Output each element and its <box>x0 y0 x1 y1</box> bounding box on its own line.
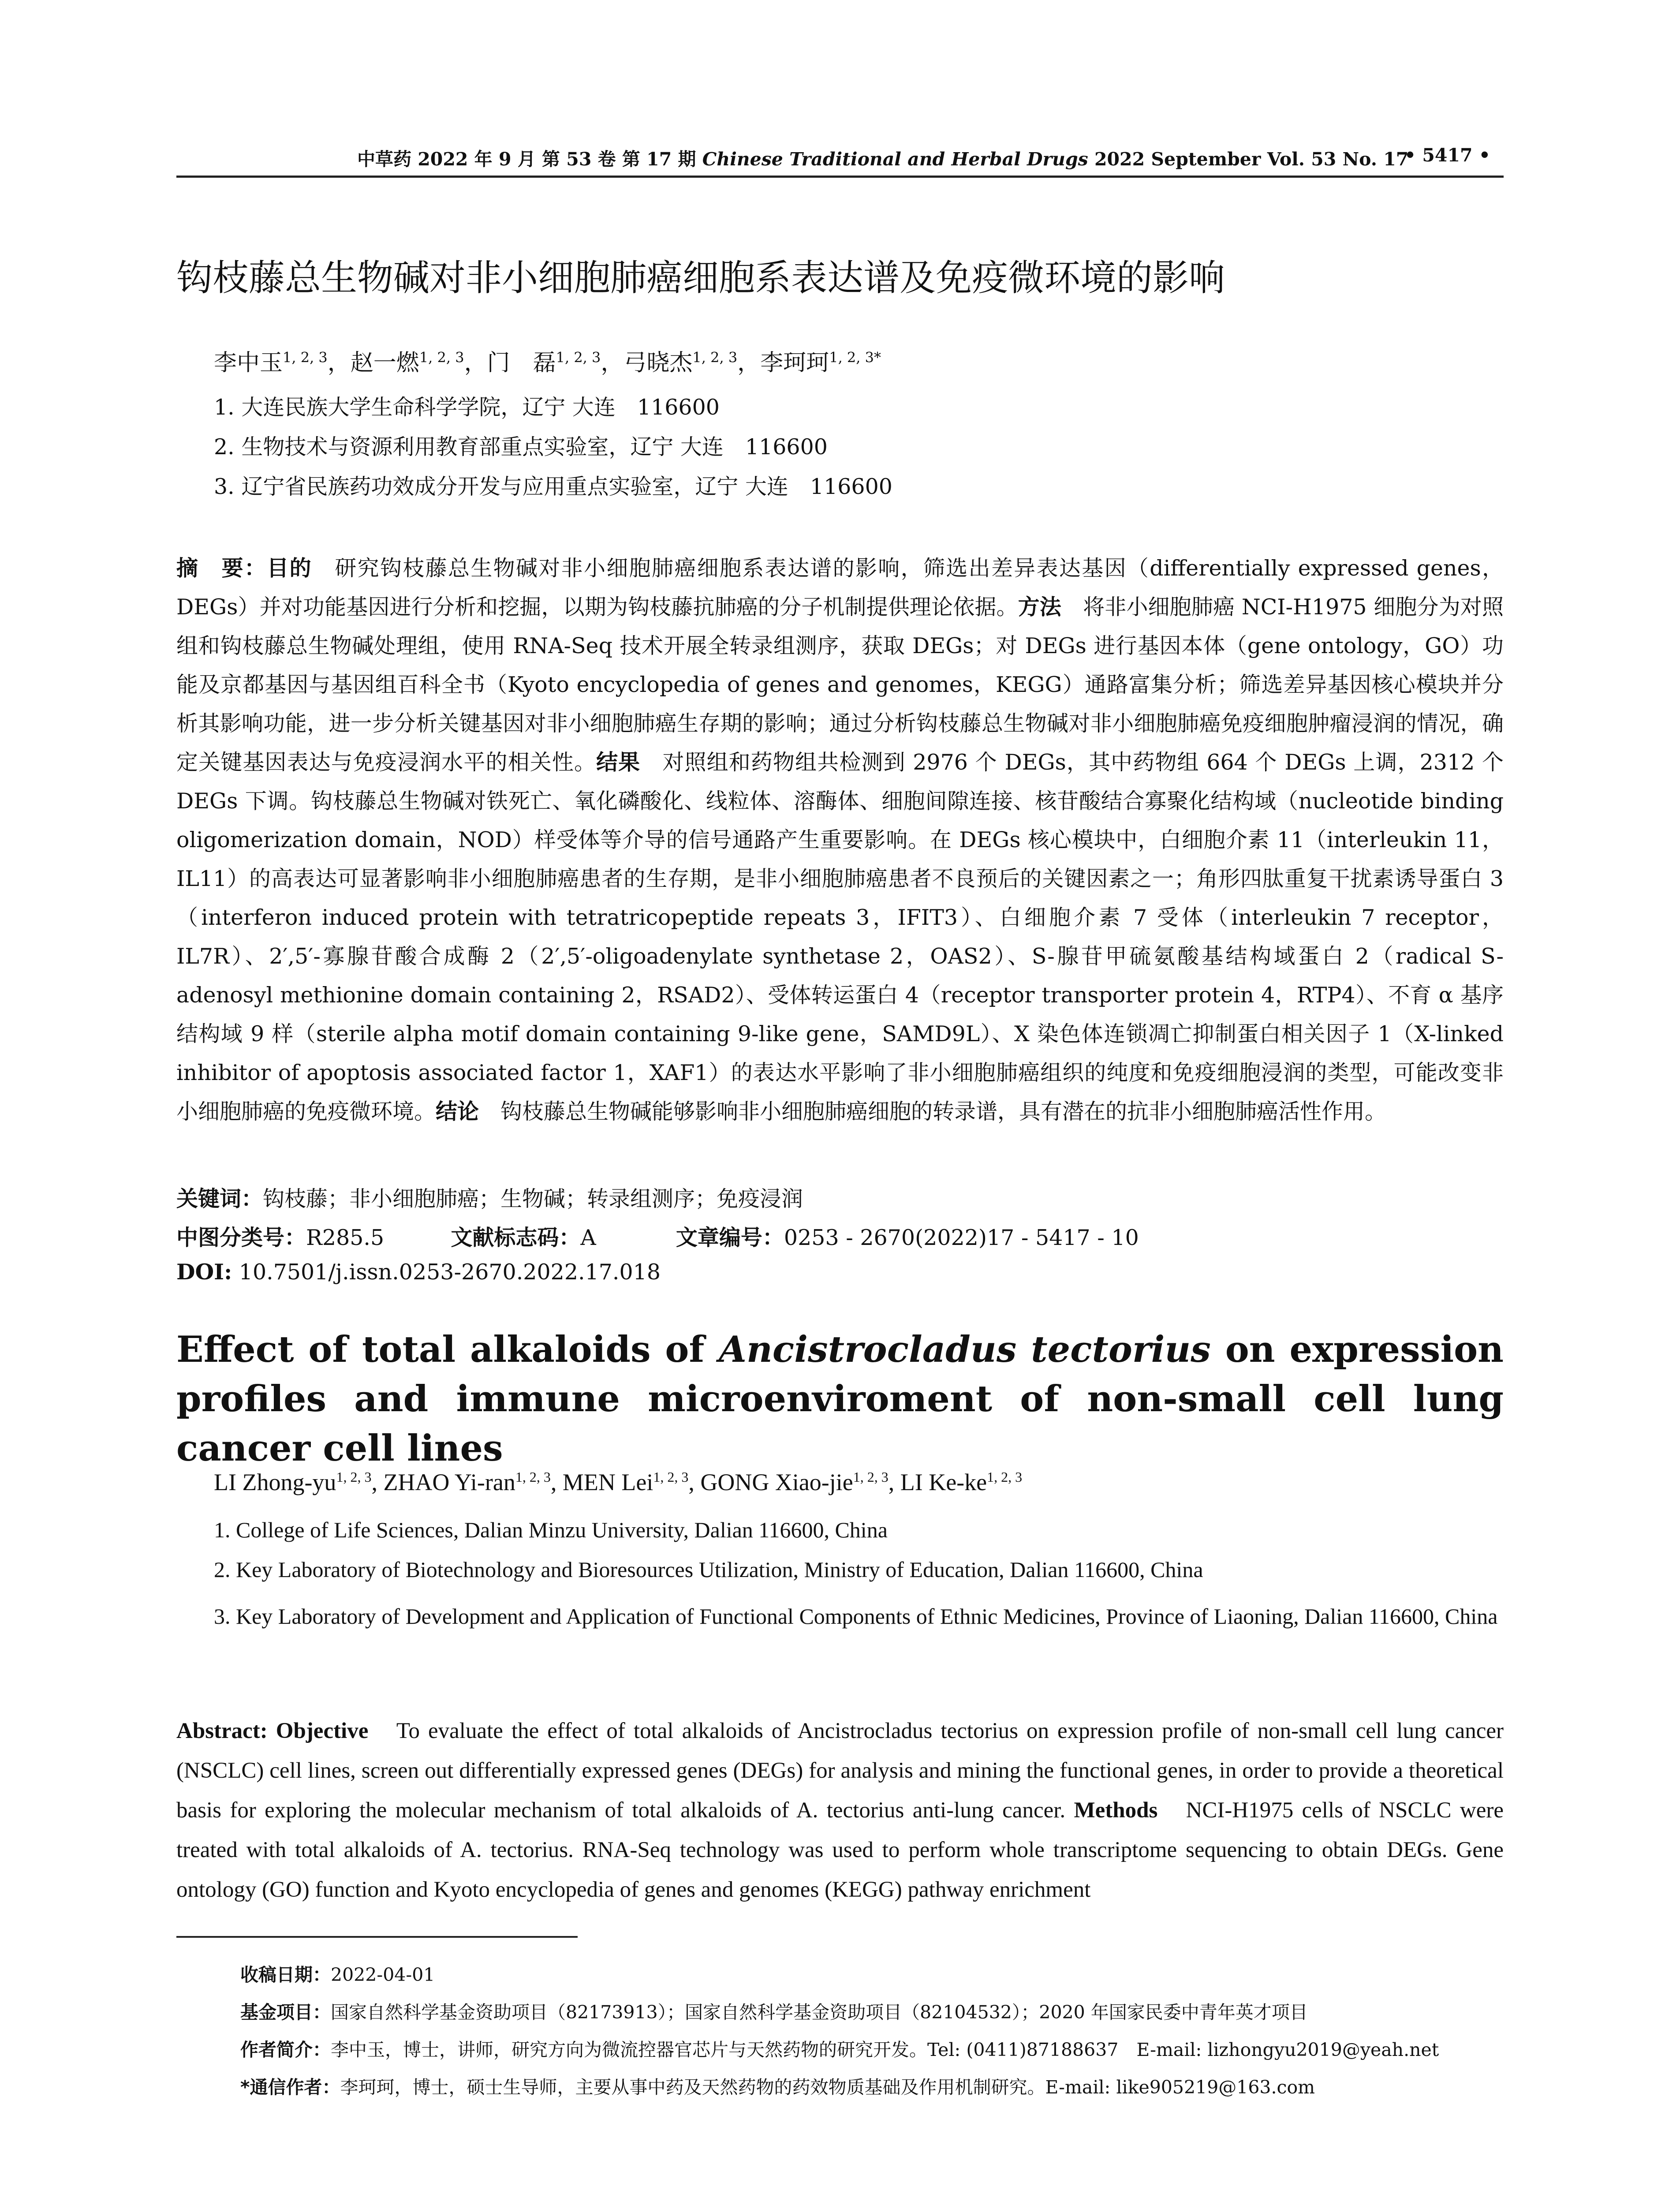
clc-label: 中图分类号： <box>176 1225 306 1250</box>
keywords-label: 关键词： <box>176 1186 263 1211</box>
author-separator: ， <box>464 350 487 376</box>
footnote-label: 收稿日期： <box>240 1964 331 1985</box>
author-affiliation-sup: 1, 2, 3 <box>336 1469 372 1485</box>
abstract-label: 摘 要： <box>176 556 267 581</box>
en-affiliation-2: 2. Key Laboratory of Biotechnology and Bioresources Utilization, Ministry of Education, Dalian 116600, China <box>214 1557 1203 1582</box>
author-separator: ， <box>737 350 761 376</box>
author-name: ZHAO Yi-ran <box>383 1469 515 1495</box>
footnote-rule <box>176 1936 578 1938</box>
author-affiliation-sup: 1, 2, 3 <box>692 349 738 366</box>
en-title-species: Ancistrocladus tectorius <box>719 1329 1211 1371</box>
results-text: 对照组和药物组共检测到 2976 个 DEGs，其中药物组 664 个 DEGs 上调，2312 个 DEGs 下调。钩枝藤总生物碱对铁死亡、氧化磷酸化、线粒体、溶酶体、细胞间隙连接、核苷酸结合寡聚化结构域（nucleotide binding oligomerization domain，NOD）样受体等介导的信号通路产生重要影响。在 DEGs 核心模块中，白细胞介素 11（interleukin 11，IL11）的高表达可显著影响非小细胞肺癌患者的生存期，是非小细胞肺癌患者不良预后的关键因素之一；角形四肽重复干扰素诱导蛋白 3（interferon induced protein with tetratricopeptide repeats 3，IFIT3）、白细胞介素 7 受体（interleukin 7 receptor，IL7R）、2′,5′-寡腺苷酸合成酶 2（2′,5′-oligoadenylate synthetase 2，OAS2）、S-腺苷甲硫氨酸基结构域蛋白 2（radical S-adenosyl methionine domain containing 2，RSAD2）、受体转运蛋白 4（receptor transporter protein 4，RTP4）、不育 α 基序结构域 9 样（sterile alpha motif domain containing 9-like gene，SAMD9L）、X 染色体连锁凋亡抑制蛋白相关因子 1（X-linked inhibitor of apoptosis associated factor 1，XAF1）的表达水平影响了非小细胞肺癌组织的纯度和免疫细胞浸润的类型，可能改变非小细胞肺癌的免疫微环境。 <box>176 750 1504 1124</box>
methods-label: 方法 <box>1018 594 1061 620</box>
author-affiliation-sup: 1, 2, 3 <box>419 349 464 366</box>
en-abstract <box>176 1711 1504 1910</box>
objective-label: 目的 <box>267 556 312 581</box>
footnote-text: 李珂珂，博士，硕士生导师，主要从事中药及天然药物的药效物质基础及作用机制研究。E-mail: like905219@163.com <box>340 2077 1315 2098</box>
en-affiliation-3: 3. Key Laboratory of Development and Application of Functional Components of Ethnic Medicines, Province of Liaoning, Dalian 116600, China <box>214 1604 1498 1629</box>
issue-info-en: 2022 September Vol. 53 No. 17 <box>1094 149 1409 170</box>
en-title <box>176 1325 1504 1473</box>
results-label: 结果 <box>596 750 641 775</box>
author-name: 赵一燃 <box>350 350 419 376</box>
author-separator: , <box>371 1469 384 1495</box>
footnote-text: 国家自然科学基金资助项目（82173913）；国家自然科学基金资助项目（82104532）；2020 年国家民委中青年英才项目 <box>331 2002 1308 2023</box>
footnote-received <box>240 1960 435 1986</box>
conclusion-text: 钩枝藤总生物碱能够影响非小细胞肺癌细胞的转录谱，具有潜在的抗非小细胞肺癌活性作用。 <box>500 1099 1387 1124</box>
page-number: • 5417 • <box>1404 145 1490 166</box>
cn-keywords <box>176 1182 803 1213</box>
en-affiliation-1: 1. College of Life Sciences, Dalian Minzu University, Dalian 116600, China <box>214 1517 888 1542</box>
issue-info-cn: 2022 年 9 月 第 53 卷 第 17 期 <box>418 149 696 170</box>
footnote-author-bio <box>240 2035 1439 2061</box>
doi-value[interactable]: 10.7501/j.issn.0253-2670.2022.17.018 <box>239 1259 661 1285</box>
footnote-label: 基金项目： <box>240 2002 331 2023</box>
cn-abstract <box>176 549 1504 1131</box>
cn-title: 钩枝藤总生物碱对非小细胞肺癌细胞系表达谱及免疫微环境的影响 <box>176 257 1225 299</box>
author-affiliation-sup: 1, 2, 3 <box>283 349 328 366</box>
article-no-value: 0253 - 2670(2022)17 - 5417 - 10 <box>784 1225 1139 1250</box>
author-name: 李珂珂 <box>760 350 829 376</box>
header-rule <box>176 176 1504 178</box>
keywords-text: 钩枝藤；非小细胞肺癌；生物碱；转录组测序；免疫浸润 <box>263 1186 803 1211</box>
author-affiliation-sup: 1, 2, 3 <box>556 349 601 366</box>
doi <box>176 1259 661 1285</box>
running-header <box>176 141 1504 169</box>
en-methods-text: NCI-H1975 cells of NSCLC were treated with total alkaloids of A. tectorius. RNA-Seq technology was used to perform whole transcriptome sequencing to obtain DEGs. Gene ontology (GO) function and Kyoto encyclopedia of genes and genomes (KEGG) pathway enrichment <box>176 1798 1504 1902</box>
header-left <box>357 145 1408 171</box>
author-name: 李中玉 <box>214 350 283 376</box>
footnote-text: 李中玉，博士，讲师，研究方向为微流控器官芯片与天然药物的研究开发。Tel: (0411)87188637 E-mail: lizhongyu2019@yeah.net <box>331 2039 1439 2060</box>
footnote-corresponding <box>240 2073 1315 2099</box>
author-name: 弓晓杰 <box>623 350 693 376</box>
journal-en-name: Chinese Traditional and Herbal Drugs <box>702 149 1088 170</box>
en-abstract-label: Abstract: Objective <box>176 1719 369 1743</box>
clc-value: R285.5 <box>306 1225 385 1250</box>
cn-affiliation-1: 1. 大连民族大学生命科学学院，辽宁 大连 116600 <box>214 395 720 420</box>
author-name: LI Zhong-yu <box>214 1469 336 1495</box>
author-affiliation-sup: 1, 2, 3 <box>853 1469 889 1485</box>
cn-classification <box>176 1221 1139 1252</box>
author-separator: , <box>550 1469 563 1495</box>
doc-code-value: A <box>580 1225 596 1250</box>
author-affiliation-sup: 1, 2, 3 <box>515 1469 551 1485</box>
author-separator: , <box>888 1469 900 1495</box>
footnote-funding <box>240 1998 1308 2024</box>
en-authors <box>214 1469 1022 1496</box>
author-name: LI Ke-ke <box>900 1469 987 1495</box>
cn-authors <box>214 344 881 377</box>
author-affiliation-sup: 1, 2, 3 <box>653 1469 689 1485</box>
objective-text: 研究钩枝藤总生物碱对非小细胞肺癌细胞系表达谱的影响，筛选出差异表达基因（differentially expressed genes，DEGs）并对功能基因进行分析和挖掘，以期为钩枝藤抗肺癌的分子机制提供理论依据。 <box>176 556 1504 620</box>
author-affiliation-sup: 1, 2, 3 <box>987 1469 1023 1485</box>
en-title-part2: on expression profiles and immune microenviroment of non-small cell lung cancer cell lines <box>176 1329 1504 1469</box>
conclusion-label: 结论 <box>436 1099 479 1124</box>
author-separator: ， <box>327 350 351 376</box>
article-no-label: 文章编号： <box>676 1225 784 1250</box>
footnote-label: *通信作者： <box>240 2077 340 2098</box>
author-separator: ， <box>601 350 624 376</box>
en-methods-label: Methods <box>1074 1798 1158 1823</box>
author-name: 门 磊 <box>487 350 556 376</box>
doc-code-label: 文献标志码： <box>451 1225 581 1250</box>
author-affiliation-sup: 1, 2, 3* <box>829 349 881 366</box>
en-objective-text: To evaluate the effect of total alkaloids of Ancistrocladus tectorius on expression profile of non-small cell lung cancer (NSCLC) cell lines, screen out differentially expressed genes (DEGs) for analysis and mining the functional genes, in order to provide a theoretical basis for exploring the molecular mechanism of total alkaloids of A. tectorius anti-lung cancer. <box>176 1719 1504 1823</box>
cn-affiliation-2: 2. 生物技术与资源利用教育部重点实验室，辽宁 大连 116600 <box>214 434 828 460</box>
cn-affiliation-3: 3. 辽宁省民族药功效成分开发与应用重点实验室，辽宁 大连 116600 <box>214 474 892 499</box>
en-title-part1: Effect of total alkaloids of <box>176 1329 719 1371</box>
author-separator: , <box>688 1469 701 1495</box>
journal-cn-name: 中草药 <box>357 149 411 170</box>
author-name: MEN Lei <box>562 1469 653 1495</box>
methods-text: 将非小细胞肺癌 NCI-H1975 细胞分为对照组和钩枝藤总生物碱处理组，使用 RNA-Seq 技术开展全转录组测序，获取 DEGs；对 DEGs 进行基因本体（gene ontology，GO）功能及京都基因与基因组百科全书（Kyoto encyclopedia of genes and genomes，KEGG）通路富集分析；筛选差异基因核心模块并分析其影响功能，进一步分析关键基因对非小细胞肺癌生存期的影响；通过分析钩枝藤总生物碱对非小细胞肺癌免疫细胞肿瘤浸润的情况，确定关键基因表达与免疫浸润水平的相关性。 <box>176 594 1504 775</box>
footnote-text: 2022-04-01 <box>331 1964 435 1985</box>
footnote-label: 作者简介： <box>240 2039 331 2060</box>
author-name: GONG Xiao-jie <box>700 1469 853 1495</box>
doi-label: DOI: <box>176 1259 232 1285</box>
